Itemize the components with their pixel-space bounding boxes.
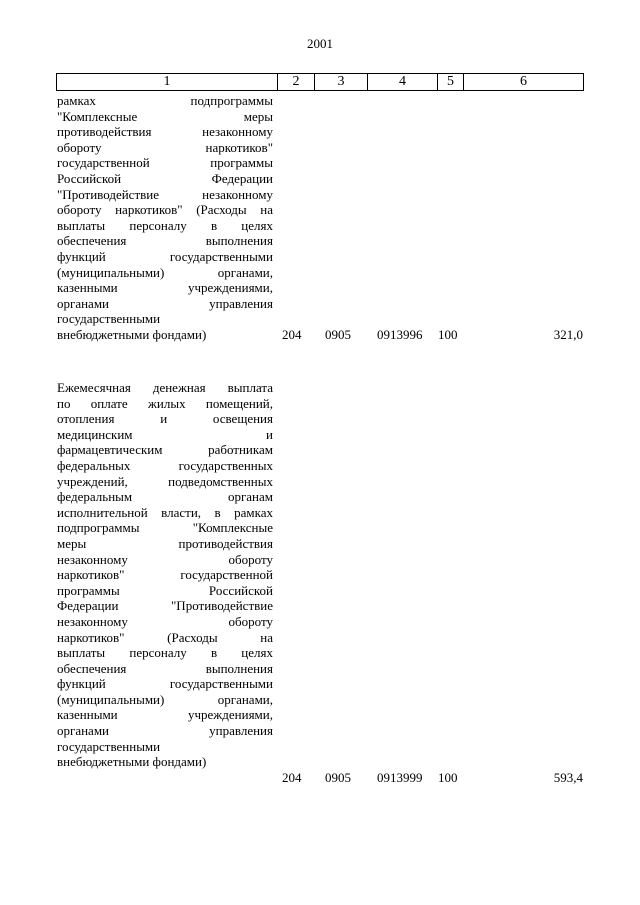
row-2-amount: 593,4: [553, 770, 583, 785]
description-line: [57, 474, 273, 490]
description-word: казенными: [57, 707, 118, 723]
description-word: обеспечения: [57, 233, 127, 249]
description-word: "Комплексные: [192, 520, 273, 536]
description-word: казенными: [57, 280, 118, 296]
description-word: учреждениями,: [187, 707, 273, 723]
row-1-code-3: 0905: [325, 327, 351, 342]
description-line: [57, 380, 273, 396]
description-line: [57, 124, 273, 140]
description-word: "Комплексные: [57, 108, 138, 124]
description-word: выполнения: [205, 660, 273, 676]
description-word: органами,: [217, 264, 273, 280]
table-header: [56, 73, 584, 91]
description-line: [57, 505, 273, 521]
description-word: по: [57, 395, 71, 411]
description-word: наркотиков": [115, 202, 183, 218]
header-col-2: 2: [292, 74, 300, 89]
description-line: [57, 249, 273, 265]
description-line: [57, 155, 273, 171]
description-word: меры: [57, 535, 87, 551]
description-word: выплаты: [57, 217, 106, 233]
description-line: [57, 661, 273, 677]
description-word: меры: [243, 108, 273, 124]
description-word: (муниципальными): [57, 264, 165, 280]
description-word: и: [160, 411, 168, 427]
description-line: [57, 396, 273, 412]
description-word: государственной: [180, 567, 273, 583]
description-line: [57, 739, 273, 755]
description-word: исполнительной: [57, 504, 148, 520]
header-col-5: 5: [447, 74, 454, 89]
description-line: [57, 427, 273, 443]
description-word: Российской: [57, 170, 122, 186]
description-word: органами,: [217, 691, 273, 707]
description-word: противодействия: [57, 124, 152, 140]
description-line: [57, 187, 273, 203]
description-word: "Противодействие: [171, 598, 273, 614]
row-2-code-2: 204: [282, 770, 302, 785]
description-word: (Расходы: [196, 202, 247, 218]
description-word: медицинским: [57, 426, 133, 442]
description-line: [57, 489, 273, 505]
description-line: [57, 296, 273, 312]
description-word: незаконному: [202, 124, 273, 140]
description-word: жилых: [147, 395, 186, 411]
description-word: помещений,: [205, 395, 273, 411]
description-word: работникам: [208, 442, 273, 458]
description-word: государственными: [57, 311, 161, 327]
description-word: рамках: [57, 93, 96, 108]
row-1-code-2: 204: [282, 327, 302, 342]
description-line: [57, 630, 273, 646]
description-line: [57, 583, 273, 599]
description-word: наркотиков": [57, 629, 125, 645]
description-word: в: [210, 217, 218, 233]
description-word: внебюджетными фондами): [57, 754, 207, 770]
description-line: [57, 520, 273, 536]
description-word: внебюджетными фондами): [57, 326, 207, 342]
description-word: Федерации: [57, 598, 119, 614]
description-word: выплаты: [57, 645, 106, 661]
description-word: в: [210, 645, 218, 661]
description-word: выплата: [227, 380, 273, 395]
description-word: управления: [209, 723, 273, 739]
description-word: государственной: [57, 155, 150, 171]
description-word: государственных: [178, 457, 273, 473]
description-word: государственными: [169, 248, 273, 264]
description-word: Ежемесячная: [57, 380, 131, 395]
description-line: [57, 676, 273, 692]
description-word: функций: [57, 676, 106, 692]
description-line: [57, 311, 273, 327]
description-word: органами: [57, 723, 110, 739]
description-line: [57, 707, 273, 723]
description-word: освещения: [212, 411, 273, 427]
description-word: оплате: [90, 395, 128, 411]
description-line: [57, 614, 273, 630]
description-line: [57, 692, 273, 708]
description-word: подпрограммы: [57, 520, 140, 536]
header-col-1: 1: [163, 74, 171, 89]
description-word: обороту: [57, 139, 102, 155]
description-line: [57, 140, 273, 156]
description-word: отопления: [57, 411, 115, 427]
description-word: функций: [57, 248, 106, 264]
row-2-code-5: 100: [438, 770, 458, 785]
header-col-4: 4: [399, 74, 406, 89]
description-word: Федерации: [211, 170, 273, 186]
description-word: федеральным: [57, 489, 133, 505]
description-word: целях: [241, 217, 273, 233]
header-col-3: 3: [337, 74, 345, 89]
description-word: выполнения: [205, 233, 273, 249]
description-word: денежная: [152, 380, 206, 395]
description-word: незаконному: [57, 551, 128, 567]
description-word: целях: [241, 645, 273, 661]
description-line: [57, 93, 273, 109]
description-word: наркотиков": [205, 139, 273, 155]
description-word: органами: [57, 295, 110, 311]
description-line: [57, 202, 273, 218]
description-line: [57, 265, 273, 281]
description-word: (муниципальными): [57, 691, 165, 707]
description-word: федеральных: [57, 457, 131, 473]
description-line: [57, 411, 273, 427]
description-line: [57, 567, 273, 583]
description-line: [57, 233, 273, 249]
description-word: органам: [227, 489, 273, 505]
description-word: обороту: [57, 202, 102, 218]
row-2-description: [57, 380, 273, 770]
description-word: противодействия: [178, 535, 273, 551]
description-line: [57, 645, 273, 661]
description-word: фармацевтическим: [57, 442, 163, 458]
description-word: программы: [57, 582, 120, 598]
description-word: незаконному: [57, 613, 128, 629]
description-word: государственными: [57, 738, 161, 754]
description-word: рамках: [234, 504, 273, 520]
description-line: [57, 109, 273, 125]
description-line: [57, 536, 273, 552]
description-word: подпрограммы: [190, 93, 273, 108]
description-line: [57, 598, 273, 614]
description-word: наркотиков": [57, 567, 125, 583]
description-word: подведомственных: [168, 473, 273, 489]
description-word: власти,: [161, 504, 202, 520]
description-word: на: [260, 202, 273, 218]
header-col-6: 6: [520, 74, 527, 89]
row-1-amount: 321,0: [553, 327, 583, 342]
row-1-code-4: 0913996: [377, 327, 423, 342]
description-word: обороту: [228, 551, 273, 567]
description-line: [57, 280, 273, 296]
description-line: [57, 218, 273, 234]
description-line: [57, 171, 273, 187]
description-word: учреждений,: [57, 473, 128, 489]
description-line: [57, 552, 273, 568]
description-word: управления: [209, 295, 273, 311]
description-word: учреждениями,: [187, 280, 273, 296]
description-word: обороту: [228, 613, 273, 629]
description-line: [57, 723, 273, 739]
description-line: [57, 754, 273, 770]
description-word: обеспечения: [57, 660, 127, 676]
description-word: незаконному: [202, 186, 273, 202]
description-word: государственными: [169, 676, 273, 692]
description-word: "Противодействие: [57, 186, 159, 202]
description-word: Российской: [208, 582, 273, 598]
description-word: на: [260, 629, 273, 645]
description-line: [57, 442, 273, 458]
description-word: (Расходы: [167, 629, 218, 645]
row-1-description: [57, 93, 273, 343]
description-word: персоналу: [129, 217, 187, 233]
description-line: [57, 458, 273, 474]
description-word: персоналу: [129, 645, 187, 661]
row-2-code-4: 0913999: [377, 770, 423, 785]
row-2-code-3: 0905: [325, 770, 351, 785]
description-line: [57, 327, 273, 343]
description-word: в: [214, 504, 221, 520]
row-1-code-5: 100: [438, 327, 458, 342]
page-number: 2001: [307, 36, 333, 51]
description-word: программы: [210, 155, 273, 171]
description-word: и: [266, 426, 273, 442]
